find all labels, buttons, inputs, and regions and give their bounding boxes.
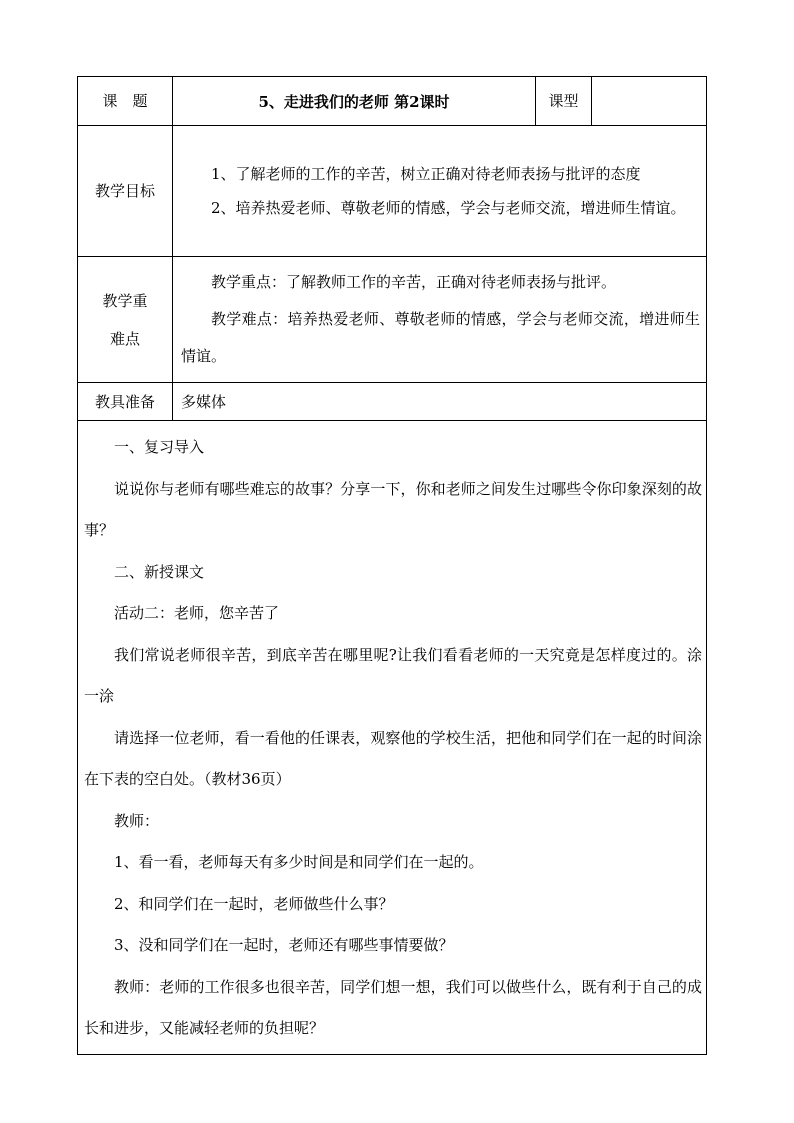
content-paragraph: 说说你与老师有哪些难忘的故事？分享一下，你和老师之间发生过哪些令你印象深刻的故事？ [84,479,702,539]
tools-row [78,383,707,421]
content-paragraph: 教师：老师的工作很多也很辛苦，同学们想一想，我们可以做些什么，既有利于自己的成长和进步，又能减轻老师的负担呢？ [84,977,702,1037]
content-paragraph: 3、没和同学们在一起时，老师还有哪些事情要做？ [114,936,454,954]
content-paragraph: 请选择一位老师，看一看他的任课表，观察他的学校生活，把他和同学们在一起的时间涂在下表的空白处。（教材36页） [84,728,702,788]
key-points-row [78,257,707,383]
content-paragraph: 我们常说老师很辛苦，到底辛苦在哪里呢?让我们看看老师的一天究竟是怎样度过的。涂一涂 [84,645,702,705]
objectives-cell [173,126,707,257]
key-points-cell [173,257,707,383]
header-row [78,77,707,126]
lesson-plan-table [77,76,707,1055]
difficulty-item: 教学难点：培养热爱老师、尊敬老师的情感，学会与老师交流，增进师生情谊。 [181,310,700,365]
key-points-label-line1: 教学重 [102,291,148,310]
objective-item: 2、培养热爱老师、尊敬老师的情感，学会与老师交流，增进师生情谊。 [211,199,686,217]
key-points-label [78,257,173,383]
objective-item: 1、了解老师的工作的辛苦，树立正确对待老师表扬与批评的态度 [211,165,641,183]
type-value [592,77,707,126]
subject-label: 课 题 [78,77,173,126]
content-cell [78,421,707,1055]
key-point-item: 教学重点：了解教师工作的辛苦，正确对待老师表扬与批评。 [211,273,617,291]
tools-label: 教具准备 [78,383,173,421]
objectives-row [78,126,707,257]
section-heading: 二、新授课文 [114,562,205,581]
content-paragraph: 活动二：老师，您辛苦了 [114,604,280,622]
content-paragraph: 2、和同学们在一起时，老师做些什么事？ [114,894,394,913]
lesson-title: 5、走进我们的老师 第2课时 [173,77,536,126]
key-points-label-line2: 难点 [109,329,140,348]
content-paragraph: 1、看一看，老师每天有多少时间是和同学们在一起的。 [114,853,484,871]
section-heading: 一、复习导入 [114,438,205,456]
tools-value: 多媒体 [173,383,707,421]
objectives-label: 教学目标 [78,126,173,257]
content-paragraph: 教师： [114,811,160,830]
type-label: 课型 [536,77,592,126]
content-row [78,421,707,1055]
